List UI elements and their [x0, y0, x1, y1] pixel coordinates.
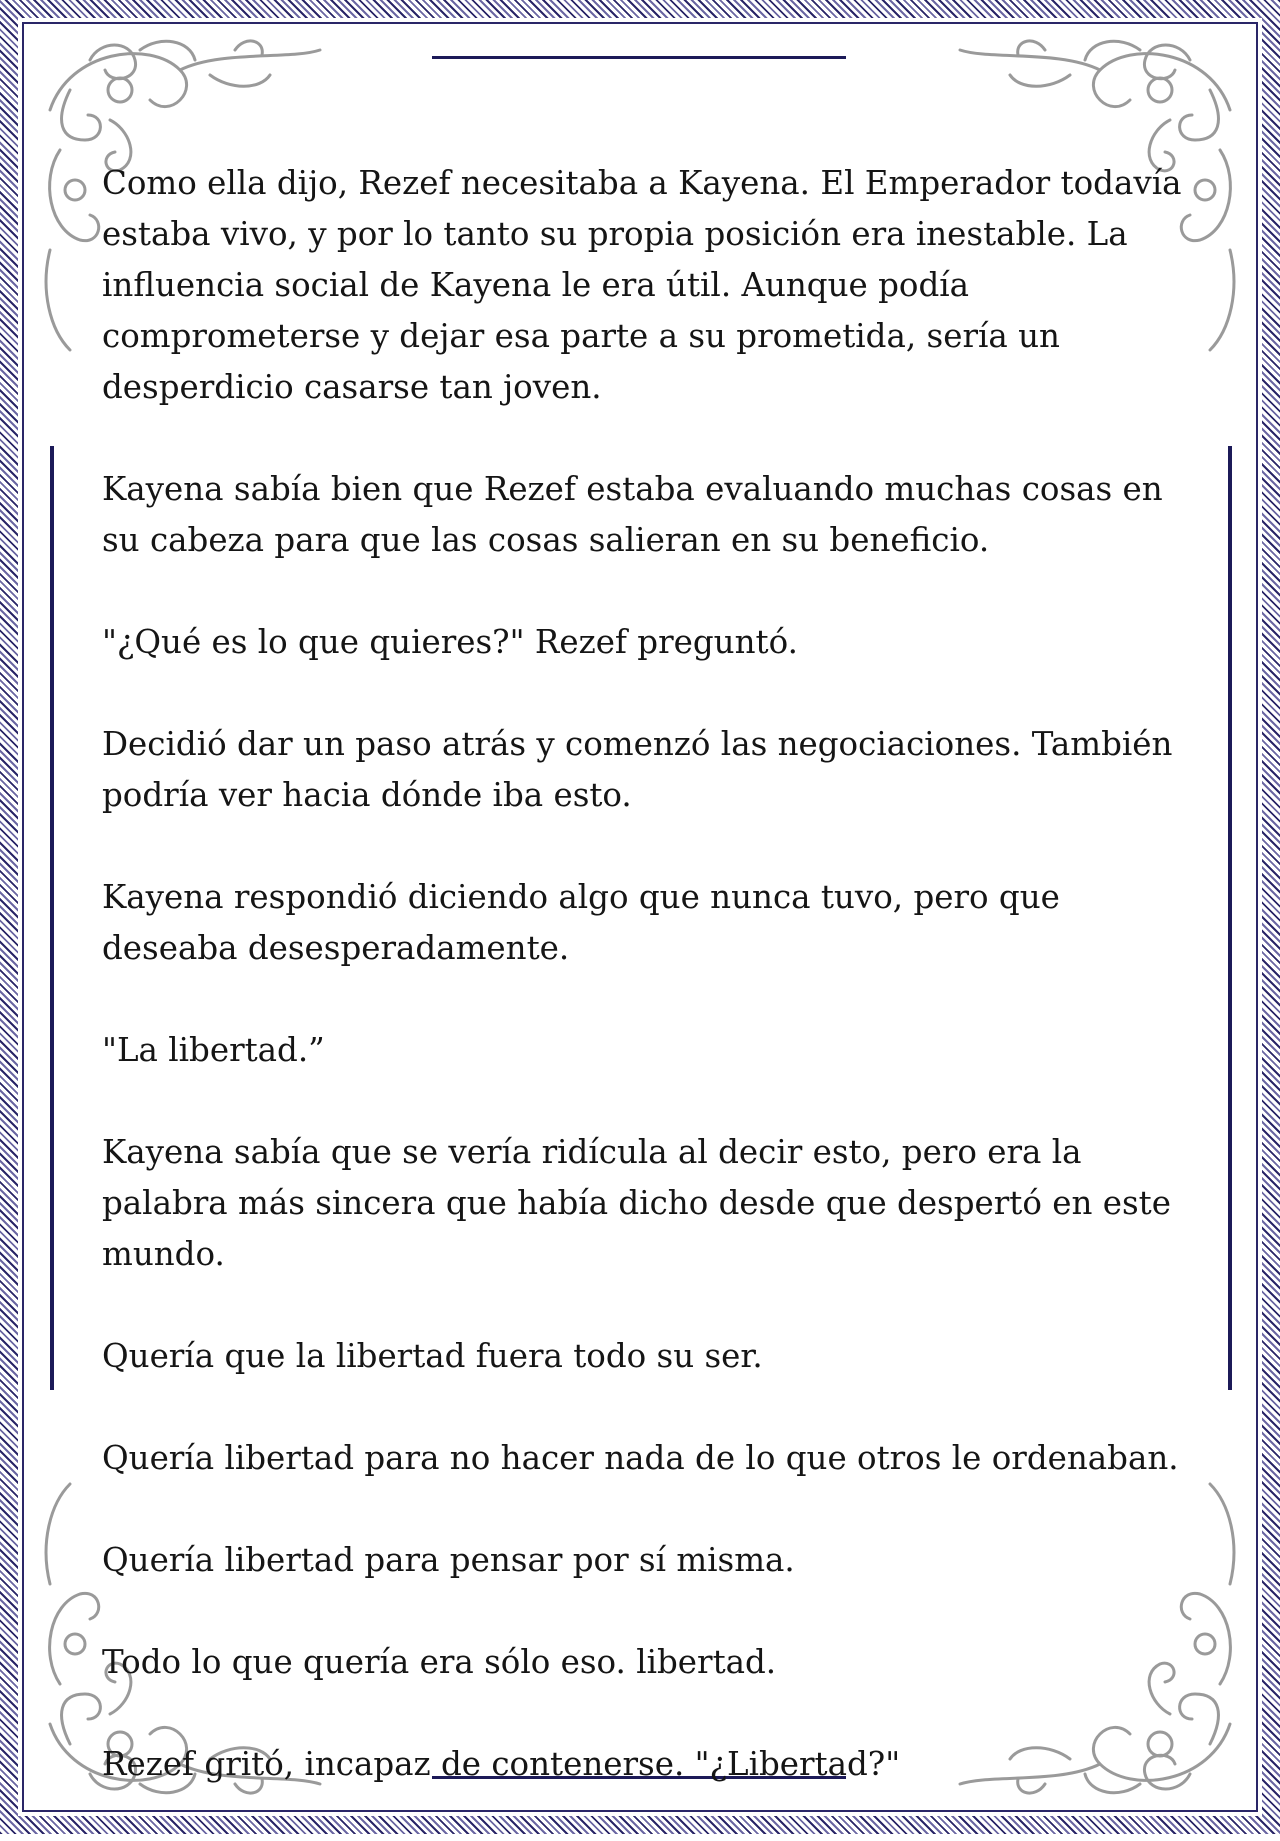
paragraph: Como ella dijo, Rezef necesitaba a Kayena. El Emperador todavía estaba vivo, y por lo tanto su propia posición era inestable. La influencia social de Kayena le era útil. Aunque podía comprometerse y dejar esa parte a su prometida, sería un desperdicio casarse tan joven.: [102, 164, 1182, 406]
paragraph: Todo lo que quería era sólo eso. libertad.: [102, 1643, 777, 1681]
paragraph: Kayena respondió diciendo algo que nunca tuvo, pero que deseaba desesperadamente.: [102, 878, 1060, 967]
right-divider: [1228, 446, 1232, 1390]
paragraph: "La libertad.”: [102, 1031, 325, 1069]
top-divider: [432, 56, 846, 59]
paragraph: Rezef gritó, incapaz de contenerse. "¿Libertad?": [102, 1745, 901, 1783]
left-divider: [50, 446, 54, 1390]
paragraph: Decidió dar un paso atrás y comenzó las negociaciones. También podría ver hacia dónde iba esto.: [102, 725, 1173, 814]
paragraph: Kayena sabía bien que Rezef estaba evaluando muchas cosas en su cabeza para que las cosas salieran en su beneficio.: [102, 470, 1163, 559]
paragraph: Quería libertad para pensar por sí misma.: [102, 1541, 795, 1579]
paragraph: Quería libertad para no hacer nada de lo que otros le ordenaban.: [102, 1439, 1179, 1477]
paragraph: "¿Qué es lo que quieres?" Rezef preguntó.: [102, 623, 798, 661]
paragraph: Kayena sabía que se vería ridícula al decir esto, pero era la palabra más sincera que había dicho desde que despertó en este mundo.: [102, 1133, 1171, 1273]
paragraph: Quería que la libertad fuera todo su ser.: [102, 1337, 763, 1375]
story-text: [102, 158, 1182, 1841]
